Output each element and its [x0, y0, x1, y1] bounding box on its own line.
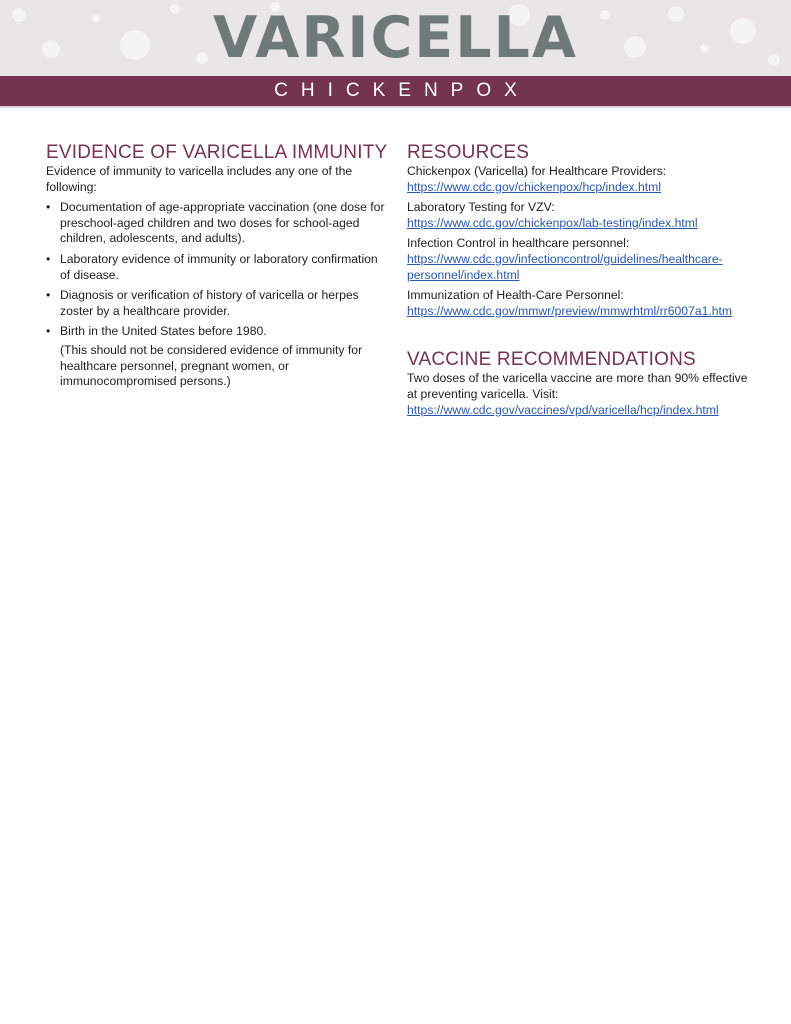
header-banner	[0, 0, 791, 76]
immunity-intro: Evidence of immunity to varicella includes any one of the following:	[46, 164, 353, 194]
list-item-text: Documentation of age-appropriate vaccination (one dose for preschool-aged children and two doses for school-aged children, adolescents, and adults).	[60, 200, 385, 246]
vaccine-text-block	[407, 371, 752, 418]
immunity-section	[46, 142, 391, 395]
list-item-text: Diagnosis or verification of history of varicella or herpes zoster by a healthcare provider.	[60, 288, 359, 318]
list-item	[46, 252, 391, 283]
resource-link[interactable]: https://www.cdc.gov/infectioncontrol/guidelines/healthcare-personnel/index.html	[407, 251, 723, 282]
immunity-note: (This should not be considered evidence of immunity for healthcare personnel, pregnant women, or immunocompromised persons.)	[60, 342, 363, 389]
vaccine-section	[407, 349, 752, 418]
list-item	[46, 200, 391, 247]
resource-item	[407, 288, 752, 319]
bullet-icon: •	[46, 324, 51, 339]
list-item-text: Laboratory evidence of immunity or laboratory confirmation of disease.	[60, 251, 378, 282]
vaccine-text: Two doses of the varicella vaccine are more than 90% effective at preventing varicella. Visit:	[407, 371, 748, 401]
bullet-icon: •	[46, 200, 51, 215]
list-item	[46, 288, 391, 319]
list-item-text: Birth in the United States before 1980.	[60, 324, 267, 339]
resource-label: Laboratory Testing for VZV:	[407, 200, 555, 215]
page-title: VARICELLA	[213, 5, 578, 71]
list-item	[46, 324, 391, 389]
resources-heading: RESOURCES	[407, 142, 530, 163]
band-shadow	[0, 106, 791, 109]
bullet-icon: •	[46, 288, 51, 303]
page-subtitle: CHICKENPOX	[274, 80, 530, 101]
resource-link[interactable]: https://www.cdc.gov/chickenpox/lab-testing/index.html	[407, 215, 698, 230]
resource-item	[407, 164, 752, 195]
resource-item	[407, 200, 752, 231]
resource-label: Chickenpox (Varicella) for Healthcare Providers:	[407, 164, 667, 178]
immunity-list	[46, 200, 391, 390]
resource-item	[407, 236, 752, 283]
resource-link[interactable]: https://www.cdc.gov/chickenpox/hcp/index.html	[407, 179, 662, 194]
resources-section	[407, 142, 752, 418]
subtitle-band	[0, 76, 791, 106]
vaccine-heading: VACCINE RECOMMENDATIONS	[407, 349, 696, 371]
resource-label: Infection Control in healthcare personnel:	[407, 236, 630, 251]
immunity-heading: EVIDENCE OF VARICELLA IMMUNITY	[46, 142, 388, 163]
bullet-icon: •	[46, 251, 51, 266]
resource-link[interactable]: https://www.cdc.gov/mmwr/preview/mmwrhtml/rr6007a1.htm	[407, 303, 733, 318]
resource-label: Immunization of Health-Care Personnel:	[407, 288, 624, 303]
vaccine-link[interactable]: https://www.cdc.gov/vaccines/vpd/varicella/hcp/index.html	[407, 402, 719, 417]
